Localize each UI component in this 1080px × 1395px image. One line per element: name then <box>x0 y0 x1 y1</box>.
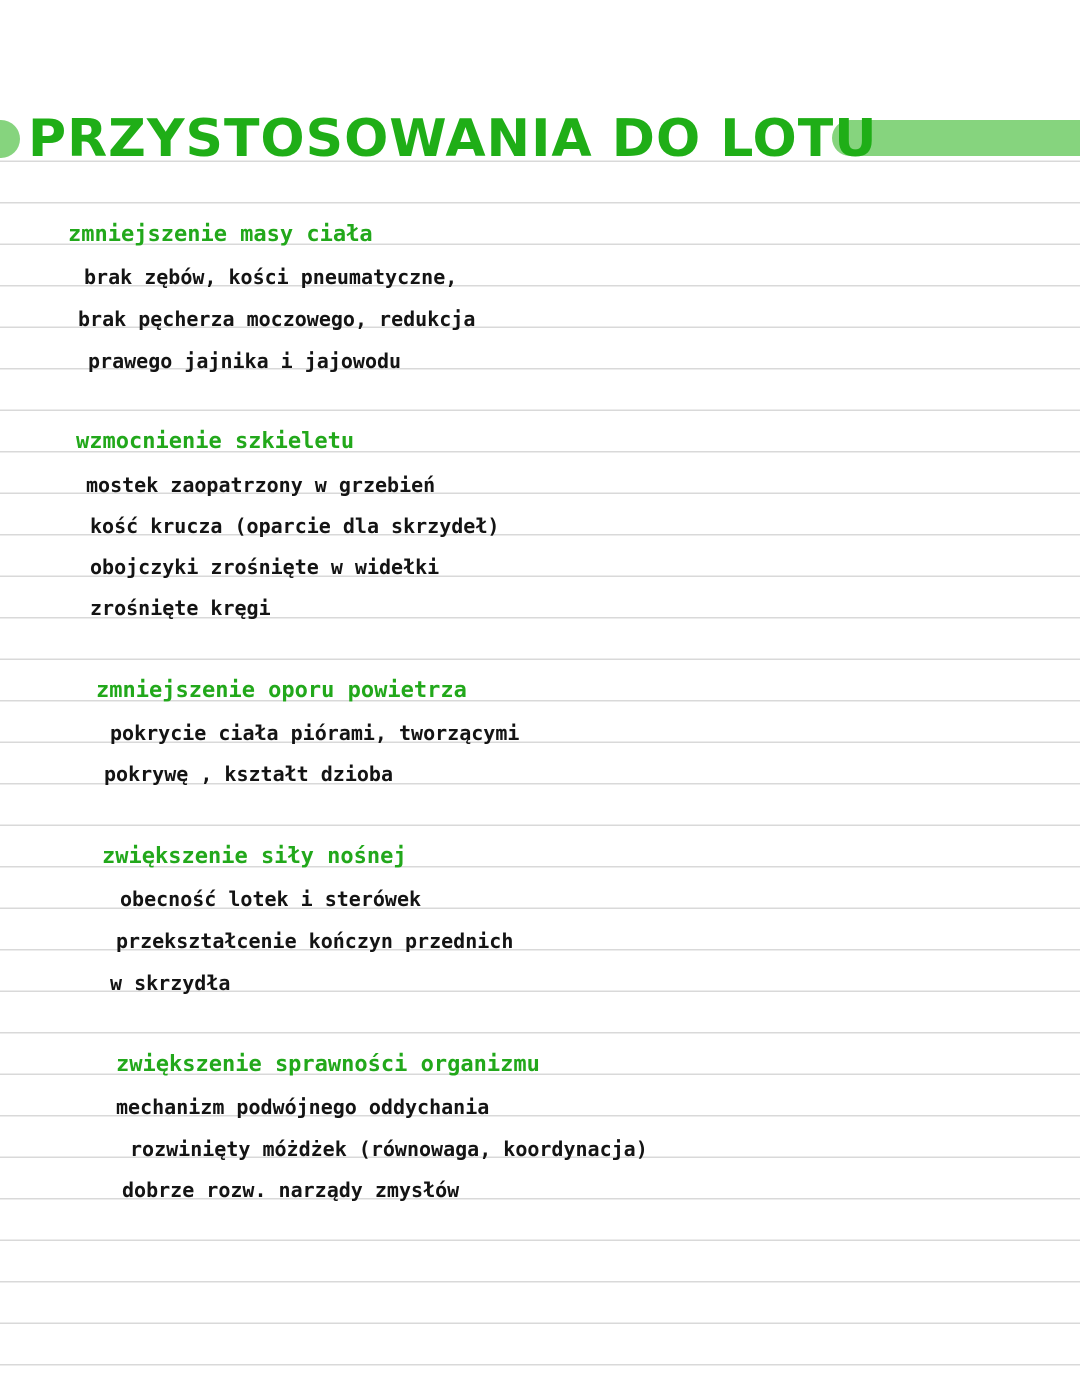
section-line: brak pęcherza moczowego, redukcja <box>78 307 476 331</box>
section-line: mechanizm podwójnego oddychania <box>116 1095 490 1119</box>
section-heading-lift: zwiększenie siły nośnej <box>102 844 407 869</box>
section-line: zrośnięte kręgi <box>90 596 271 620</box>
section-line: prawego jajnika i jajowodu <box>88 349 402 373</box>
section-line: przekształcenie kończyn przednich <box>116 929 514 953</box>
page-title: PRZYSTOSOWANIA DO LOTU <box>28 109 878 169</box>
section-line: pokrycie ciała piórami, tworzącymi <box>110 721 520 745</box>
section-line: dobrze rozw. narządy zmysłów <box>122 1178 460 1202</box>
section-heading-air-resistance: zmniejszenie oporu powietrza <box>96 678 467 703</box>
section-line: obojczyki zrośnięte w widełki <box>90 555 440 579</box>
section-line: kość krucza (oparcie dla skrzydeł) <box>90 514 500 538</box>
section-line: mostek zaopatrzony w grzebień <box>86 473 436 497</box>
section-line: pokrywę , kształt dzioba <box>104 762 393 786</box>
section-line: obecność lotek i sterówek <box>120 887 422 911</box>
section-heading-organism-efficiency: zwiększenie sprawności organizmu <box>116 1052 540 1077</box>
section-line: w skrzydła <box>110 971 231 995</box>
section-heading-skeleton: wzmocnienie szkieletu <box>76 429 355 454</box>
section-heading-body-mass: zmniejszenie masy ciała <box>68 222 373 247</box>
section-line: brak zębów, kości pneumatyczne, <box>84 265 458 289</box>
section-line: rozwinięty móżdżek (równowaga, koordynacja) <box>130 1137 648 1161</box>
